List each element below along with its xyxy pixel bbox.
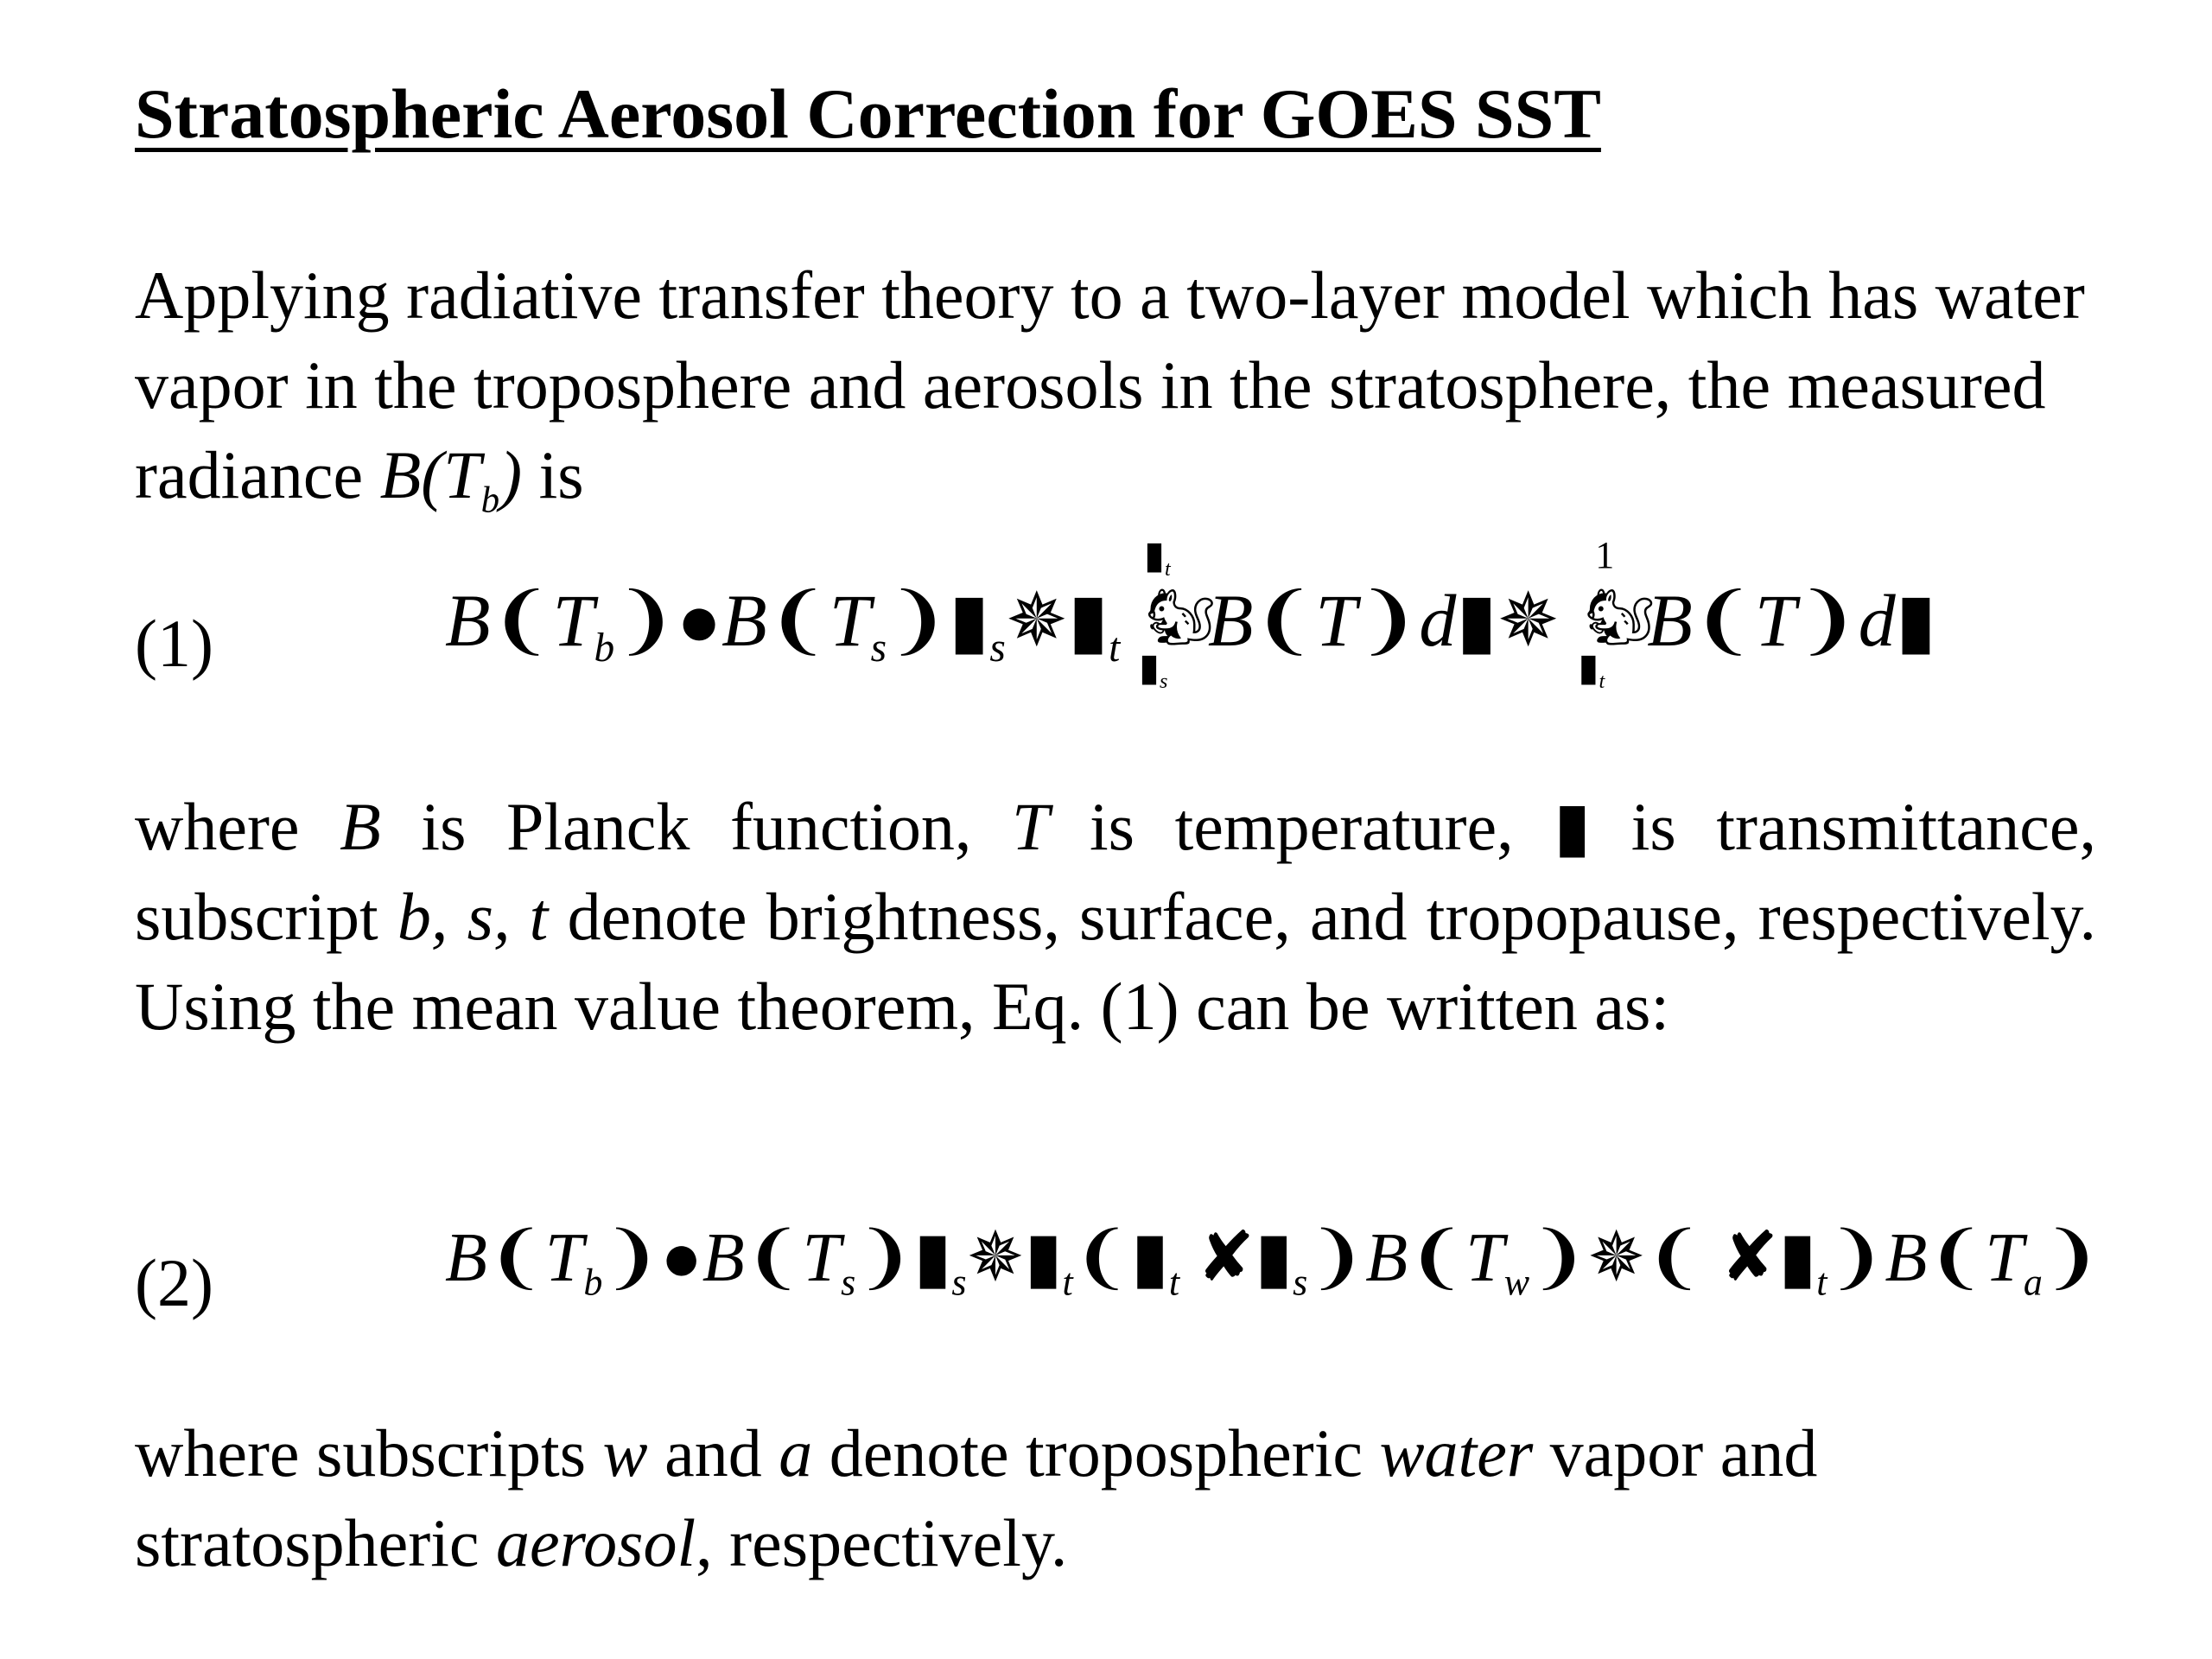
tau-glyph: ▮ xyxy=(1554,789,1592,864)
integral-1: $▮_t$ 🐿 $▮_s$ xyxy=(1138,534,1217,694)
definitions-paragraph: where B is Planck function, T is temperature, ▮ is transmittance, subscript b, s, t denote brightness, surface, and tropopause, respectively. Using the mean value theorem, Eq. (1) can be written as: xyxy=(135,782,2096,1052)
intro-tail: is xyxy=(538,437,584,512)
integral-2: 1 🐿 $▮_t$ xyxy=(1578,534,1656,694)
radiance-symbol: $B(T_b)$ xyxy=(379,437,523,521)
equation-2: $B❨T_b❩●B❨T_s❩▮_s✵▮_t❨▮_t$ $✘▮_s❩B❨T_w❩✵❨$ $✘▮_t❩B❨T_a❩$ xyxy=(445,1220,2101,1304)
intro-paragraph xyxy=(135,251,2096,545)
equation-2-number: (2) xyxy=(135,1245,213,1320)
page-title: Stratospheric Aerosol Correction for GOES SST xyxy=(135,74,1601,153)
equation-1-number: (1) xyxy=(135,606,213,681)
subscripts-paragraph: where subscripts w and a denote tropospheric water vapor and stratospheric aerosol, respectively. xyxy=(135,1415,1818,1580)
equation-1: $B❨T_b❩●B❨T_s❩▮_s✵▮_t$ $▮_t$ 🐿 $▮_s$ B❨T❩d▮✵ 1 🐿 $▮_t$ B❨T❩d▮ xyxy=(445,534,1937,694)
intro-text: Applying radiative transfer theory to a two-layer model which has water vapor in the troposphere and aerosols in the stratosphere, the measured radiance xyxy=(135,257,2085,512)
